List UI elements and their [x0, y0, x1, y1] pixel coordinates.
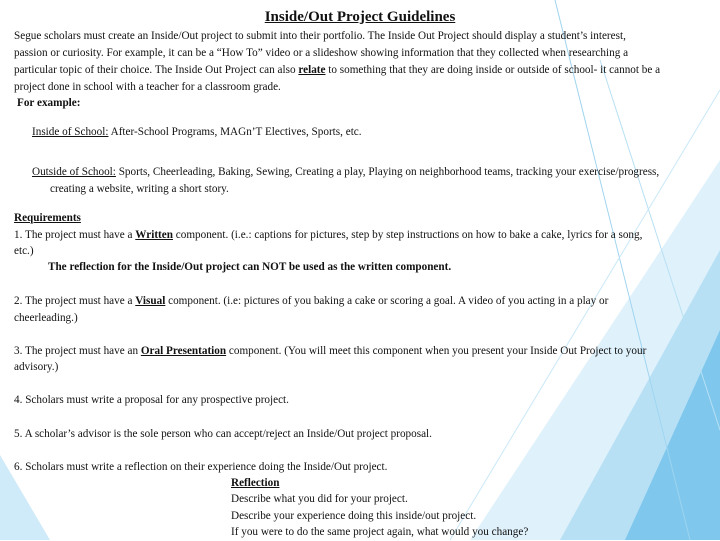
intro-line-2: passion or curiosity. For example, it can be a “How To” video or a slideshow showing information that they collected when researching a [14, 47, 629, 59]
requirement-text: component. (i.e.: captions for pictures, step by step instructions on how to bake a cake, lyrics for a song, [172, 229, 643, 241]
outside-school-line-2: creating a website, writing a short story. [50, 183, 229, 195]
intro-text: to something that they are doing inside or outside of school- it cannot be a [325, 64, 661, 76]
relate-keyword: relate [298, 64, 326, 76]
requirement-5: 5. A scholar’s advisor is the sole person who can accept/reject an Inside/Out project proposal. [14, 428, 432, 440]
requirement-text: component. (You will meet this component when you present your Inside Out Project to your [226, 345, 647, 357]
requirement-6: 6. Scholars must write a reflection on their experience doing the Inside/Out project. [14, 461, 388, 473]
outside-school-line [32, 164, 659, 181]
page-title: Inside/Out Project Guidelines [264, 9, 456, 25]
intro-line-4: project done in school with a teacher for a classroom grade. [14, 81, 281, 93]
requirement-3-line-2: advisory.) [14, 361, 59, 373]
requirements-heading: Requirements [14, 212, 81, 224]
reflection-note: The reflection for the Inside/Out project can NOT be used as the written component. [48, 261, 452, 273]
for-example-label: For example: [17, 97, 81, 109]
outside-school-label: Outside of School: [32, 166, 116, 178]
visual-keyword: Visual [135, 295, 166, 307]
reflection-heading: Reflection [231, 477, 280, 489]
inside-school-text: After-School Programs, MAGn’T Electives, Sports, etc. [108, 126, 362, 138]
requirement-1 [14, 227, 642, 244]
reflection-question-1: Describe what you did for your project. [231, 493, 408, 505]
oral-presentation-keyword: Oral Presentation [140, 345, 227, 357]
intro-text: particular topic of their choice. The Inside Out Project can also [14, 64, 299, 76]
requirement-text: component. (i.e: pictures of you baking a cake or scoring a goal. A video of you acting in a play or [165, 295, 609, 307]
reflection-question-2: Describe your experience doing this inside/out project. [231, 510, 477, 522]
requirement-text: 2. The project must have a [14, 295, 136, 307]
requirement-4: 4. Scholars must write a proposal for any prospective project. [14, 394, 289, 406]
requirement-text: 1. The project must have a [14, 229, 136, 241]
requirement-3 [14, 343, 646, 360]
requirement-1-line-2: etc.) [14, 245, 34, 257]
reflection-question-3: If you were to do the same project again, what would you change? [231, 526, 529, 538]
requirement-2-line-2: cheerleading.) [14, 312, 78, 324]
inside-school-label: Inside of School: [32, 126, 109, 138]
written-keyword: Written [135, 229, 173, 241]
requirement-2 [14, 293, 608, 310]
outside-school-text: Sports, Cheerleading, Baking, Sewing, Creating a play, Playing on neighborhood teams, tracking your exercise/progress, [115, 166, 660, 178]
inside-school-line [32, 124, 362, 141]
requirement-text: 3. The project must have an [14, 345, 141, 357]
intro-line-1: Segue scholars must create an Inside/Out project to submit into their portfolio. The Inside Out Project should display a student’s interest, [14, 30, 626, 42]
intro-line-3 [14, 62, 660, 79]
